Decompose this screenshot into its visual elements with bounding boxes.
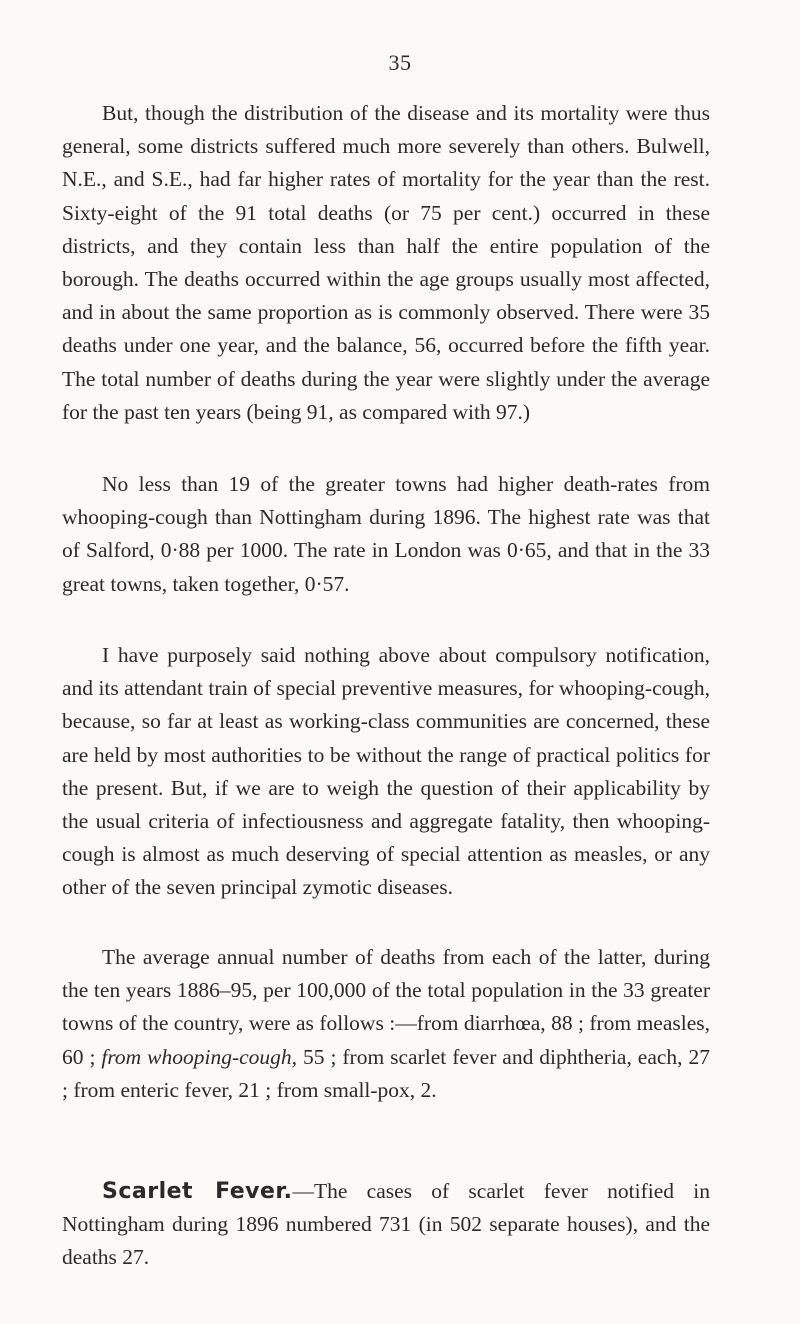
paragraph-text: I have purposely said nothing above about compulsory notification, and its attendant train of special preventive measures, for whooping-cough, because, so far at least as working-class communities are concerned, these are held by most authorities to be without the range of practical politics for the present. But, if we are to weigh the question of their applicability by the usual criteria of infectiousness and aggregate fatality, then whooping-cough is almost as much deserving of special attention as measles, or any other of the seven principal zymotic diseases. (62, 643, 710, 900)
section-heading: Scarlet Fever. (102, 1179, 293, 1204)
paragraph-greater-towns-rates (62, 468, 710, 601)
text-run: 55 ; from scarlet fever and diphtheria, each, 27 ; from enteric fever, 21 ; from small-pox, 2. (62, 1044, 710, 1102)
italic-text-run: from whooping-cough, (101, 1044, 298, 1069)
paragraph-text (62, 941, 710, 1107)
paragraph-whooping-cough-districts (62, 97, 710, 429)
paragraph-scarlet-fever (62, 1175, 710, 1275)
paragraph-text: But, though the distribution of the disease and its mortality were thus general, some districts suffered much more severely than others. Bulwell, N.E., and S.E., had far higher rates of mortality for the year than the rest. Sixty-eight of the 91 total deaths (or 75 per cent.) occurred in these districts, and they contain less than half the entire population of the borough. The deaths occurred within the age groups usually most affected, and in about the same proportion as is commonly observed. There were 35 deaths under one year, and the balance, 56, occurred before the fifth year. The total number of deaths during the year were slightly under the average for the past ten years (being 91, as compared with 97.) (62, 101, 710, 424)
text-run: —The cases of scarlet fever notified in Nottingham during 1896 numbered 731 (in 502 separate houses), and the deaths 27. (62, 1179, 710, 1270)
paragraph-text (62, 1175, 710, 1275)
paragraph-compulsory-notification (62, 639, 710, 905)
page-number: 35 (388, 50, 412, 75)
text-run: The average annual number of deaths from each of the latter, during the ten years 1886–95, per 100,000 of the total population in the 33 greater towns of the country, were as follows :—from diarrhœa, 88 ; from measles, 60 ; (62, 945, 710, 1069)
paragraph-average-annual-deaths (62, 941, 710, 1107)
paragraph-text: No less than 19 of the greater towns had higher death-rates from whooping-cough than Nottingham during 1896. The highest rate was that of Salford, 0·88 per 1000. The rate in London was 0·65, and that in the 33 great towns, taken together, 0·57. (62, 472, 710, 596)
